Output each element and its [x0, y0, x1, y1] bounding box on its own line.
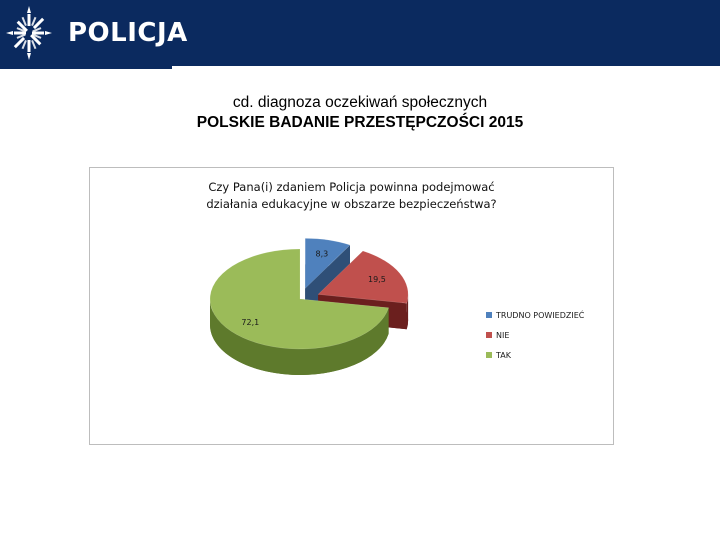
chart-legend: [486, 305, 584, 365]
legend-label: NIE: [496, 330, 510, 340]
slide-title: [0, 93, 720, 133]
legend-item: [486, 325, 584, 345]
pie-chart: [89, 167, 614, 445]
legend-label: TAK: [496, 350, 511, 360]
chart-title: [90, 179, 613, 213]
legend-swatch: [486, 312, 492, 318]
slide-title-line-1: cd. diagnoza oczekiwań społecznych: [232, 94, 488, 111]
header-underline: [0, 66, 172, 69]
police-star-logo-icon: [4, 4, 54, 62]
slide-title-line-2: POLSKIE BADANIE PRZESTĘPCZOŚCI 2015: [196, 114, 524, 131]
data-label-tak: 72,1: [241, 318, 260, 328]
legend-label: TRUDNO POWIEDZIEĆ: [496, 310, 585, 320]
header-bar: [0, 0, 720, 66]
chart-title-line-1: Czy Pana(i) zdaniem Policja powinna podejmować: [208, 180, 495, 194]
legend-item: [486, 305, 584, 325]
brand-name: POLICJA: [68, 18, 188, 48]
chart-title-line-2: działania edukacyjne w obszarze bezpieczeństwa?: [206, 197, 497, 211]
legend-item: [486, 345, 584, 365]
data-label-trudno-powiedzieć: 8,3: [315, 249, 329, 259]
legend-swatch: [486, 332, 492, 338]
legend-swatch: [486, 352, 492, 358]
data-label-nie: 19,5: [367, 275, 386, 285]
